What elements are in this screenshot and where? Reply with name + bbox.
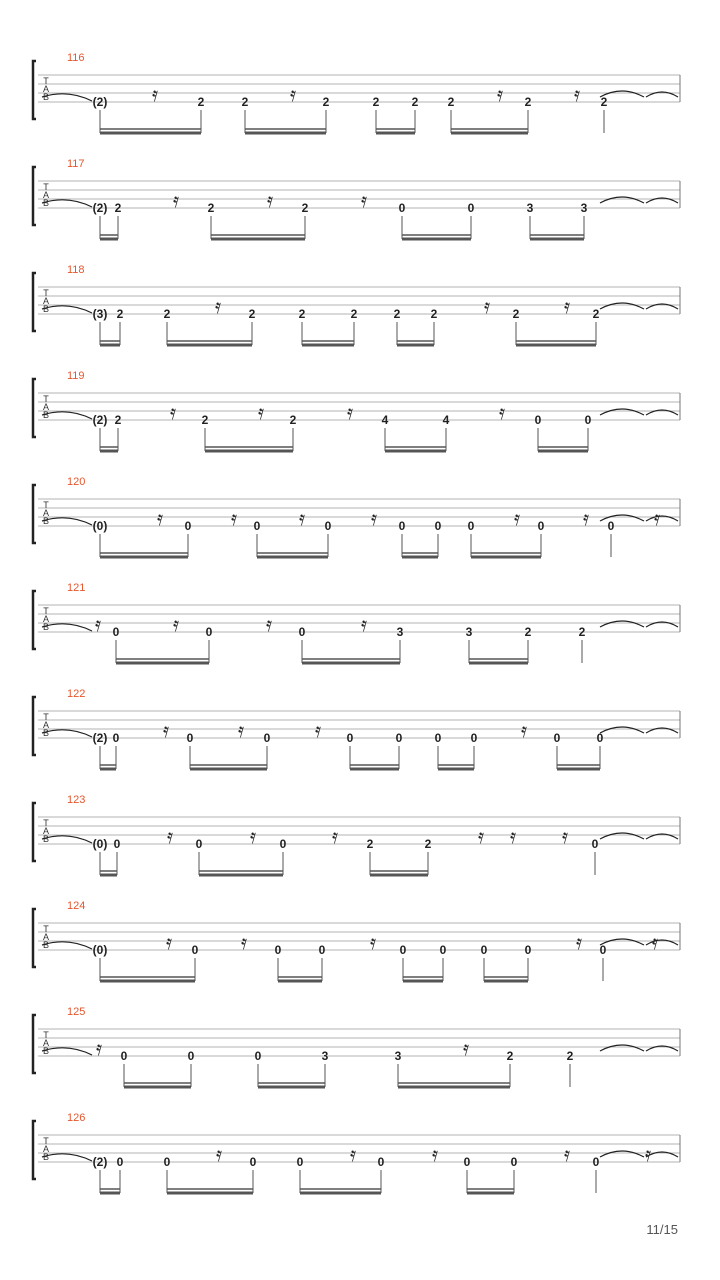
tab-clef-letter: B — [42, 728, 50, 738]
tab-clef-letter: A — [42, 1038, 50, 1048]
tab-system — [33, 1006, 680, 1087]
fret-number: 0 — [607, 519, 615, 533]
sixteenth-rest: 𝄿 — [94, 612, 102, 636]
fret-number: 3 — [396, 625, 404, 639]
fret-number: 2 — [207, 201, 215, 215]
fret-number: 0 — [184, 519, 192, 533]
tie-arc — [42, 94, 92, 101]
tab-clef-letter: A — [42, 720, 50, 730]
tab-system — [33, 1112, 680, 1193]
tab-system — [33, 900, 680, 981]
sixteenth-rest: 𝄿 — [230, 506, 238, 530]
tie-arc — [600, 833, 644, 839]
fret-number: 2 — [424, 837, 432, 851]
fret-number: 2 — [393, 307, 401, 321]
fret-number: 0 — [296, 1155, 304, 1169]
fret-number: 0 — [434, 519, 442, 533]
sixteenth-rest: 𝄿 — [431, 1142, 439, 1166]
tie-arc — [600, 727, 644, 733]
sixteenth-rest: 𝄿 — [582, 506, 590, 530]
tie-arc — [42, 836, 92, 843]
system-bracket — [33, 591, 36, 649]
fret-number: 0 — [467, 201, 475, 215]
fret-number: 2 — [248, 307, 256, 321]
tab-system — [33, 688, 680, 769]
fret-number: 0 — [537, 519, 545, 533]
fret-number: 0 — [113, 837, 121, 851]
tab-clef-letter: T — [43, 1136, 49, 1146]
tab-clef-letter: T — [43, 606, 49, 616]
tab-clef-letter: B — [42, 1152, 50, 1162]
fret-number: 2 — [114, 201, 122, 215]
tab-clef-letter: B — [42, 410, 50, 420]
fret-number: 2 — [411, 95, 419, 109]
fret-number: 2 — [430, 307, 438, 321]
fret-number: (0) — [92, 837, 108, 851]
fret-number: 0 — [434, 731, 442, 745]
system-bracket — [33, 61, 36, 119]
fret-number: 0 — [510, 1155, 518, 1169]
sixteenth-rest: 𝄿 — [509, 824, 517, 848]
tie-arc — [600, 409, 644, 415]
fret-number: 2 — [289, 413, 297, 427]
fret-number: 0 — [191, 943, 199, 957]
sixteenth-rest: 𝄿 — [237, 718, 245, 742]
sixteenth-rest: 𝄿 — [462, 1036, 470, 1060]
sixteenth-rest: 𝄿 — [573, 82, 581, 106]
fret-number: 0 — [395, 731, 403, 745]
sixteenth-rest: 𝄿 — [477, 824, 485, 848]
fret-number: 2 — [578, 625, 586, 639]
fret-number: (2) — [92, 1155, 108, 1169]
sixteenth-rest: 𝄿 — [298, 506, 306, 530]
fret-number: 2 — [592, 307, 600, 321]
tie-arc — [42, 200, 92, 207]
fret-number: (2) — [92, 413, 108, 427]
fret-number: 0 — [195, 837, 203, 851]
sixteenth-rest: 𝄿 — [496, 82, 504, 106]
tab-clef-letter: A — [42, 932, 50, 942]
sixteenth-rest: 𝄿 — [169, 400, 177, 424]
measure-number: 126 — [67, 1112, 86, 1124]
fret-number: 3 — [321, 1049, 329, 1063]
fret-number: 2 — [298, 307, 306, 321]
system-bracket — [33, 1015, 36, 1073]
tab-clef-letter: A — [42, 190, 50, 200]
measure-number: 117 — [67, 158, 85, 170]
sixteenth-rest: 𝄿 — [314, 718, 322, 742]
system-bracket — [33, 1121, 36, 1179]
sixteenth-rest: 𝄿 — [498, 400, 506, 424]
fret-number: 0 — [187, 1049, 195, 1063]
fret-number: 0 — [534, 413, 542, 427]
tab-clef-letter: T — [43, 182, 49, 192]
tab-clef-letter: B — [42, 304, 50, 314]
tie-arc — [42, 306, 92, 313]
tie-arc — [42, 412, 92, 419]
system-bracket — [33, 273, 36, 331]
tab-clef-letter: T — [43, 924, 49, 934]
sixteenth-rest: 𝄿 — [575, 930, 583, 954]
measure-number: 121 — [67, 582, 86, 594]
sixteenth-rest: 𝄿 — [266, 188, 274, 212]
fret-number: 0 — [470, 731, 478, 745]
tab-system — [33, 158, 680, 239]
fret-number: 0 — [398, 519, 406, 533]
fret-number: 0 — [592, 1155, 600, 1169]
fret-number: 2 — [116, 307, 124, 321]
sixteenth-rest: 𝄿 — [561, 824, 569, 848]
fret-number: 2 — [366, 837, 374, 851]
tab-clef-letter: T — [43, 500, 49, 510]
fret-number: 0 — [298, 625, 306, 639]
tab-clef-letter: B — [42, 1046, 50, 1056]
measure-number: 118 — [67, 264, 85, 276]
fret-number: 0 — [398, 201, 406, 215]
measure-number: 119 — [67, 370, 85, 382]
tab-clef-letter: A — [42, 1144, 50, 1154]
tab-system — [33, 370, 680, 451]
fret-number: 0 — [399, 943, 407, 957]
sixteenth-rest: 𝄿 — [165, 930, 173, 954]
fret-number: 0 — [467, 519, 475, 533]
tab-clef-letter: B — [42, 516, 50, 526]
tie-arc — [42, 624, 92, 631]
fret-number: 0 — [596, 731, 604, 745]
fret-number: 0 — [274, 943, 282, 957]
tab-system — [33, 794, 680, 875]
sixteenth-rest: 𝄿 — [95, 1036, 103, 1060]
fret-number: 2 — [524, 95, 532, 109]
fret-number: 0 — [346, 731, 354, 745]
sixteenth-rest: 𝄿 — [360, 612, 368, 636]
sixteenth-rest: 𝄿 — [331, 824, 339, 848]
fret-number: 0 — [584, 413, 592, 427]
system-bracket — [33, 167, 36, 225]
fret-number: 0 — [253, 519, 261, 533]
fret-number: 2 — [201, 413, 209, 427]
fret-number: 0 — [591, 837, 599, 851]
fret-number: 2 — [524, 625, 532, 639]
tie-arc — [42, 1048, 92, 1055]
measure-number: 125 — [67, 1006, 86, 1018]
tab-clef-letter: B — [42, 940, 50, 950]
tab-clef-letter: T — [43, 394, 49, 404]
fret-number: 3 — [580, 201, 588, 215]
fret-number: 0 — [254, 1049, 262, 1063]
fret-number: 0 — [120, 1049, 128, 1063]
sixteenth-rest: 𝄿 — [483, 294, 491, 318]
fret-number: (2) — [92, 201, 108, 215]
fret-number: 0 — [205, 625, 213, 639]
sixteenth-rest: 𝄿 — [513, 506, 521, 530]
tab-clef-letter: T — [43, 1030, 49, 1040]
sixteenth-rest: 𝄿 — [265, 612, 273, 636]
fret-number: 0 — [186, 731, 194, 745]
sixteenth-rest: 𝄿 — [162, 718, 170, 742]
fret-number: 3 — [526, 201, 534, 215]
fret-number: 0 — [263, 731, 271, 745]
tie-arc — [42, 942, 92, 949]
measure-number: 123 — [67, 794, 86, 806]
fret-number: (0) — [92, 943, 108, 957]
tab-clef-letter: T — [43, 712, 49, 722]
fret-number: 3 — [465, 625, 473, 639]
fret-number: 0 — [116, 1155, 124, 1169]
sixteenth-rest: 𝄿 — [563, 1142, 571, 1166]
tie-arc — [600, 303, 644, 309]
system-bracket — [33, 697, 36, 755]
fret-number: 0 — [463, 1155, 471, 1169]
measure-number: 120 — [67, 476, 86, 488]
fret-number: 4 — [381, 413, 389, 427]
fret-number: 0 — [439, 943, 447, 957]
sixteenth-rest: 𝄿 — [240, 930, 248, 954]
tab-clef-letter: A — [42, 84, 50, 94]
fret-number: 0 — [318, 943, 326, 957]
fret-number: 3 — [394, 1049, 402, 1063]
fret-number: 0 — [324, 519, 332, 533]
tab-system — [33, 52, 680, 133]
sixteenth-rest: 𝄿 — [151, 82, 159, 106]
fret-number: 0 — [112, 625, 120, 639]
fret-number: 2 — [506, 1049, 514, 1063]
sixteenth-rest: 𝄿 — [369, 930, 377, 954]
tie-arc — [600, 515, 644, 521]
fret-number: 2 — [566, 1049, 574, 1063]
sixteenth-rest: 𝄿 — [644, 1142, 652, 1166]
fret-number: 2 — [301, 201, 309, 215]
tab-clef-letter: B — [42, 92, 50, 102]
fret-number: 2 — [241, 95, 249, 109]
fret-number: 2 — [114, 413, 122, 427]
fret-number: 0 — [553, 731, 561, 745]
fret-number: 2 — [197, 95, 205, 109]
fret-number: (2) — [92, 95, 108, 109]
tie-arc — [42, 1154, 92, 1161]
tab-clef-letter: T — [43, 818, 49, 828]
system-bracket — [33, 803, 36, 861]
sixteenth-rest: 𝄿 — [563, 294, 571, 318]
fret-number: 4 — [442, 413, 450, 427]
tab-clef-letter: B — [42, 834, 50, 844]
tab-clef-letter: A — [42, 614, 50, 624]
tab-system — [33, 476, 680, 557]
tie-arc — [600, 197, 644, 203]
sixteenth-rest: 𝄿 — [156, 506, 164, 530]
system-bracket — [33, 485, 36, 543]
measure-number: 124 — [67, 900, 86, 912]
fret-number: (0) — [92, 519, 108, 533]
tab-system — [33, 582, 680, 663]
sixteenth-rest: 𝄿 — [653, 506, 661, 530]
tie-arc — [42, 730, 92, 737]
tab-clef-letter: B — [42, 198, 50, 208]
measure-number: 122 — [67, 688, 86, 700]
tab-clef-letter: A — [42, 826, 50, 836]
page-number: 11/15 — [646, 1222, 678, 1237]
tab-clef-letter: T — [43, 76, 49, 86]
fret-number: 0 — [163, 1155, 171, 1169]
sixteenth-rest: 𝄿 — [249, 824, 257, 848]
fret-number: 0 — [524, 943, 532, 957]
sixteenth-rest: 𝄿 — [172, 612, 180, 636]
fret-number: (2) — [92, 731, 108, 745]
sixteenth-rest: 𝄿 — [289, 82, 297, 106]
fret-number: 2 — [512, 307, 520, 321]
fret-number: 0 — [377, 1155, 385, 1169]
tie-arc — [600, 1151, 644, 1157]
fret-number: 2 — [372, 95, 380, 109]
fret-number: 2 — [600, 95, 608, 109]
measure-number: 116 — [67, 52, 85, 64]
sixteenth-rest: 𝄿 — [172, 188, 180, 212]
tab-clef-letter: A — [42, 508, 50, 518]
tie-arc — [600, 939, 644, 945]
sixteenth-rest: 𝄿 — [257, 400, 265, 424]
fret-number: 2 — [447, 95, 455, 109]
sixteenth-rest: 𝄿 — [346, 400, 354, 424]
sixteenth-rest: 𝄿 — [520, 718, 528, 742]
sixteenth-rest: 𝄿 — [215, 1142, 223, 1166]
sixteenth-rest: 𝄿 — [360, 188, 368, 212]
fret-number: 2 — [350, 307, 358, 321]
fret-number: 2 — [322, 95, 330, 109]
fret-number: 0 — [112, 731, 120, 745]
fret-number: 2 — [163, 307, 171, 321]
sixteenth-rest: 𝄿 — [651, 930, 659, 954]
fret-number: 0 — [480, 943, 488, 957]
tie-arc — [600, 621, 644, 627]
fret-number: 0 — [249, 1155, 257, 1169]
sixteenth-rest: 𝄿 — [349, 1142, 357, 1166]
sixteenth-rest: 𝄿 — [370, 506, 378, 530]
tab-clef-letter: A — [42, 296, 50, 306]
system-bracket — [33, 909, 36, 967]
tab-clef-letter: A — [42, 402, 50, 412]
fret-number: 0 — [279, 837, 287, 851]
system-bracket — [33, 379, 36, 437]
sixteenth-rest: 𝄿 — [166, 824, 174, 848]
tab-clef-letter: T — [43, 288, 49, 298]
fret-number: 0 — [599, 943, 607, 957]
tab-clef-letter: B — [42, 622, 50, 632]
sixteenth-rest: 𝄿 — [214, 294, 222, 318]
tab-system — [33, 264, 680, 345]
fret-number: (3) — [92, 307, 108, 321]
tie-arc — [42, 518, 92, 525]
tie-arc — [600, 1045, 644, 1051]
